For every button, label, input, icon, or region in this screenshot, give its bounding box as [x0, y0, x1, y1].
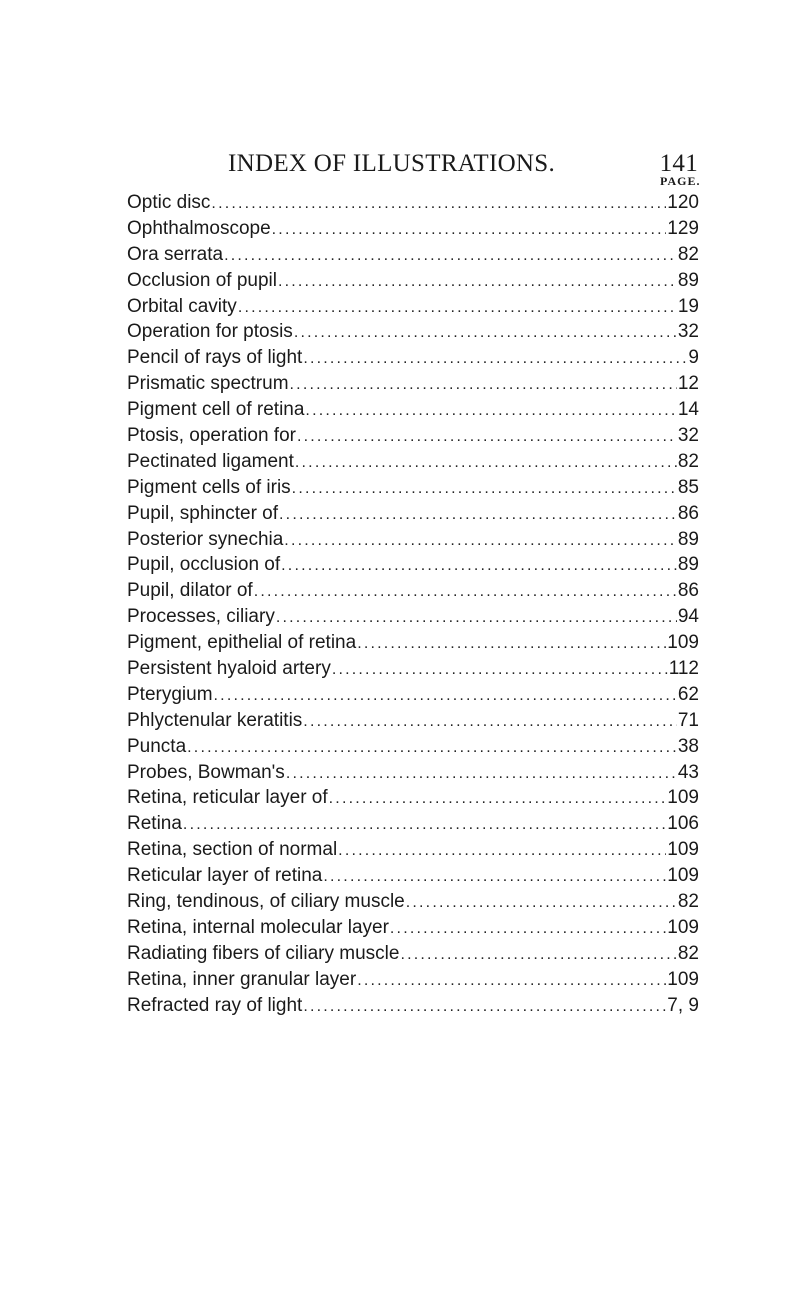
index-entry: [127, 371, 699, 397]
entry-page-number: 109: [667, 787, 699, 809]
entry-page-number: 89: [677, 554, 699, 576]
entry-page-number: 38: [677, 735, 699, 757]
dot-leader: [305, 398, 676, 424]
entry-term: Ring, tendinous, of ciliary muscle: [127, 891, 405, 913]
dot-leader: [284, 528, 677, 554]
entry-page-number: 129: [667, 217, 699, 239]
dot-leader: [276, 605, 677, 631]
index-entry: [127, 889, 699, 915]
entry-term: Processes, ciliary: [127, 606, 275, 628]
entry-page-number: 106: [667, 813, 699, 835]
entry-page-number: 7, 9: [667, 994, 699, 1016]
index-entry: [127, 630, 699, 656]
entry-term: Pencil of rays of light: [127, 347, 303, 369]
entry-page-number: 43: [677, 761, 699, 783]
dot-leader: [281, 553, 677, 579]
dot-leader: [272, 217, 667, 243]
entry-page-number: 82: [677, 243, 699, 265]
entry-term: Operation for ptosis: [127, 321, 293, 343]
entry-term: Occlusion of pupil: [127, 269, 277, 291]
dot-leader: [214, 683, 677, 709]
entry-page-number: 32: [677, 425, 699, 447]
entry-term: Retina: [127, 813, 182, 835]
index-entry: [127, 527, 699, 553]
entry-page-number: 109: [667, 968, 699, 990]
entry-term: Pigment, epithelial of retina: [127, 632, 357, 654]
dot-leader: [278, 269, 677, 295]
index-entry: [127, 268, 699, 294]
entry-term: Prismatic spectrum: [127, 373, 289, 395]
entry-term: Optic disc: [127, 192, 211, 213]
entry-term: Retina, section of normal: [127, 839, 338, 861]
page-number: 141: [659, 150, 698, 177]
entry-page-number: 19: [677, 295, 699, 317]
entry-term: Refracted ray of light: [127, 994, 303, 1016]
entry-term: Pigment cell of retina: [127, 399, 305, 421]
entry-page-number: 62: [677, 683, 699, 705]
index-entry: [127, 811, 699, 837]
entry-page-number: 112: [668, 658, 699, 680]
entry-term: Puncta: [127, 735, 187, 757]
dot-leader: [187, 735, 677, 761]
index-entry: [127, 475, 699, 501]
index-entry: [127, 967, 699, 993]
entry-page-number: 32: [677, 321, 699, 343]
entry-term: Ophthalmoscope: [127, 217, 271, 239]
index-entry: [127, 941, 699, 967]
index-entry: [127, 501, 699, 527]
index-entry: [127, 863, 699, 889]
entry-term: Retina, inner granular layer: [127, 968, 357, 990]
dot-leader: [303, 346, 687, 372]
dot-leader: [290, 372, 677, 398]
dot-leader: [292, 476, 677, 502]
entry-page-number: 89: [677, 269, 699, 291]
index-entry: [127, 552, 699, 578]
running-header: [228, 150, 698, 178]
entry-term: Radiating fibers of ciliary muscle: [127, 942, 400, 964]
entry-term: Pterygium: [127, 683, 213, 705]
index-entry: [127, 449, 699, 475]
index-entry: [127, 604, 699, 630]
dot-leader: [238, 295, 677, 321]
dot-leader: [329, 786, 667, 812]
dot-leader: [323, 864, 666, 890]
entry-page-number: 82: [677, 450, 699, 472]
index-entry: [127, 734, 699, 760]
entry-term: Orbital cavity: [127, 295, 237, 317]
entry-page-number: 9: [688, 347, 699, 369]
dot-leader: [279, 502, 677, 528]
dot-leader: [357, 968, 666, 994]
index-entry: [127, 294, 699, 320]
entry-term: Pupil, occlusion of: [127, 554, 281, 576]
index-entry: [127, 578, 699, 604]
page-column-label: PAGE.: [660, 174, 701, 188]
index-entry: [127, 423, 699, 449]
index-entry: [127, 319, 699, 345]
entry-page-number: 82: [677, 891, 699, 913]
entry-page-number: 86: [677, 502, 699, 524]
entry-page-number: 109: [667, 632, 699, 654]
index-entry: [127, 915, 699, 941]
entry-term: Reticular layer of retina: [127, 865, 323, 887]
index-entry: [127, 785, 699, 811]
index-entry: [127, 656, 699, 682]
entry-term: Posterior synechia: [127, 528, 284, 550]
dot-leader: [294, 320, 677, 346]
dot-leader: [303, 994, 666, 1020]
entry-term: Ptosis, operation for: [127, 425, 296, 447]
index-entry: [127, 242, 699, 268]
entry-page-number: 12: [677, 373, 699, 395]
entry-term: Retina, internal molecular layer: [127, 916, 389, 938]
dot-leader: [338, 838, 666, 864]
entry-term: Pectinated ligament: [127, 450, 294, 472]
dot-leader: [297, 424, 677, 450]
page-title: INDEX OF ILLUSTRATIONS.: [228, 150, 556, 177]
dot-leader: [357, 631, 666, 657]
index-entries: [127, 190, 699, 1019]
entry-page-number: 109: [667, 916, 699, 938]
index-entry: [127, 760, 699, 786]
entry-term: Retina, reticular layer of: [127, 787, 328, 809]
entry-page-number: 94: [677, 606, 699, 628]
entry-term: Pupil, dilator of: [127, 580, 253, 602]
index-entry: [127, 837, 699, 863]
entry-page-number: 109: [667, 839, 699, 861]
entry-page-number: 89: [677, 528, 699, 550]
entry-page-number: 82: [677, 942, 699, 964]
dot-leader: [303, 709, 677, 735]
entry-term: Ora serrata: [127, 243, 224, 265]
entry-term: Probes, Bowman's: [127, 761, 285, 783]
dot-leader: [211, 191, 666, 217]
dot-leader: [332, 657, 668, 683]
dot-leader: [254, 579, 677, 605]
dot-leader: [406, 890, 677, 916]
entry-term: Persistent hyaloid artery: [127, 658, 331, 680]
index-entry: [127, 682, 699, 708]
entry-term: Pupil, sphincter of: [127, 502, 279, 524]
dot-leader: [295, 450, 677, 476]
entry-page-number: 109: [667, 865, 699, 887]
index-entry: [127, 397, 699, 423]
dot-leader: [286, 761, 677, 787]
index-entry: [127, 708, 699, 734]
entry-term: Phlyctenular keratitis: [127, 709, 303, 731]
entry-page-number: 85: [677, 476, 699, 498]
index-entry: [127, 993, 699, 1019]
dot-leader: [183, 812, 666, 838]
dot-leader: [390, 916, 666, 942]
entry-page-number: 71: [677, 709, 699, 731]
entry-term: Pigment cells of iris: [127, 476, 291, 498]
index-entry: [127, 345, 699, 371]
index-entry: [127, 190, 699, 216]
dot-leader: [224, 243, 677, 269]
entry-page-number: 86: [677, 580, 699, 602]
entry-page-number: 14: [677, 399, 699, 421]
dot-leader: [400, 942, 676, 968]
entry-page-number: 120: [667, 192, 699, 213]
index-entry: [127, 216, 699, 242]
